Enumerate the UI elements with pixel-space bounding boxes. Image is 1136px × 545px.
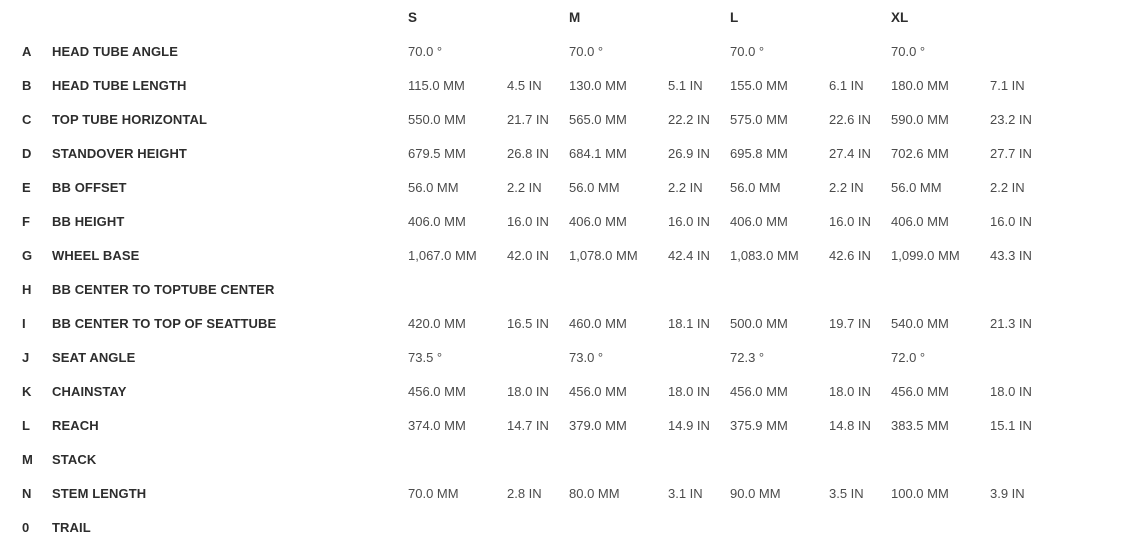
row-name: BB CENTER TO TOPTUBE CENTER	[52, 281, 275, 297]
value-in: 16.0 IN	[990, 213, 1032, 229]
row-letter: I	[22, 315, 26, 331]
size-header-row	[0, 0, 1136, 34]
value-in: 21.7 IN	[507, 111, 549, 127]
value-in: 2.2 IN	[507, 179, 542, 195]
row-letter: G	[22, 247, 33, 263]
row-letter: N	[22, 485, 32, 501]
table-row	[0, 68, 1136, 102]
value-mm: 115.0 MM	[408, 77, 465, 93]
row-letter: L	[22, 417, 30, 433]
value-mm: 70.0 °	[408, 43, 443, 59]
row-letter: M	[22, 451, 33, 467]
row-name: STEM LENGTH	[52, 485, 147, 501]
value-mm: 155.0 MM	[730, 77, 788, 93]
value-mm: 374.0 MM	[408, 417, 466, 433]
value-in: 2.2 IN	[668, 179, 703, 195]
table-row	[0, 102, 1136, 136]
table-row	[0, 476, 1136, 510]
table-row	[0, 442, 1136, 476]
value-in: 27.7 IN	[990, 145, 1032, 161]
value-mm: 56.0 MM	[891, 179, 942, 195]
value-mm: 540.0 MM	[891, 315, 949, 331]
value-mm: 1,083.0 MM	[730, 247, 799, 263]
value-mm: 420.0 MM	[408, 315, 466, 331]
row-name: HEAD TUBE ANGLE	[52, 43, 178, 59]
table-row	[0, 340, 1136, 374]
value-in: 23.2 IN	[990, 111, 1032, 127]
table-row	[0, 34, 1136, 68]
value-in: 16.0 IN	[829, 213, 871, 229]
row-letter: H	[22, 281, 32, 297]
table-row	[0, 170, 1136, 204]
table-row	[0, 238, 1136, 272]
value-in: 16.0 IN	[668, 213, 710, 229]
table-row	[0, 510, 1136, 544]
value-mm: 375.9 MM	[730, 417, 788, 433]
row-letter: C	[22, 111, 32, 127]
value-in: 26.8 IN	[507, 145, 549, 161]
value-in: 22.6 IN	[829, 111, 871, 127]
row-name: CHAINSTAY	[52, 383, 127, 399]
row-letter: D	[22, 145, 32, 161]
value-mm: 70.0 °	[569, 43, 604, 59]
row-letter: A	[22, 43, 32, 59]
value-mm: 590.0 MM	[891, 111, 949, 127]
value-in: 2.2 IN	[829, 179, 864, 195]
value-in: 16.5 IN	[507, 315, 549, 331]
row-name: BB OFFSET	[52, 179, 127, 195]
value-mm: 70.0 °	[891, 43, 926, 59]
table-row	[0, 408, 1136, 442]
value-in: 42.0 IN	[507, 247, 549, 263]
row-letter: E	[22, 179, 31, 195]
row-name: TRAIL	[52, 519, 91, 535]
size-header-s: S	[408, 9, 418, 25]
value-in: 22.2 IN	[668, 111, 710, 127]
value-mm: 80.0 MM	[569, 485, 620, 501]
value-mm: 456.0 MM	[730, 383, 788, 399]
value-mm: 575.0 MM	[730, 111, 788, 127]
value-mm: 100.0 MM	[891, 485, 949, 501]
value-mm: 1,078.0 MM	[569, 247, 638, 263]
row-name: STANDOVER HEIGHT	[52, 145, 187, 161]
value-mm: 180.0 MM	[891, 77, 949, 93]
value-in: 4.5 IN	[507, 77, 542, 93]
value-mm: 130.0 MM	[569, 77, 627, 93]
size-header-m: M	[569, 9, 581, 25]
value-in: 27.4 IN	[829, 145, 871, 161]
row-name: STACK	[52, 451, 97, 467]
row-letter: J	[22, 349, 30, 365]
value-in: 5.1 IN	[668, 77, 703, 93]
value-mm: 684.1 MM	[569, 145, 627, 161]
value-in: 15.1 IN	[990, 417, 1032, 433]
row-letter: K	[22, 383, 32, 399]
value-mm: 90.0 MM	[730, 485, 781, 501]
row-name: BB CENTER TO TOP OF SEATTUBE	[52, 315, 277, 331]
value-mm: 550.0 MM	[408, 111, 466, 127]
value-mm: 406.0 MM	[891, 213, 949, 229]
row-name: REACH	[52, 417, 99, 433]
value-mm: 406.0 MM	[730, 213, 788, 229]
table-row	[0, 374, 1136, 408]
table-row	[0, 204, 1136, 238]
value-in: 3.1 IN	[668, 485, 703, 501]
value-in: 18.0 IN	[668, 383, 710, 399]
value-mm: 456.0 MM	[408, 383, 466, 399]
value-in: 14.9 IN	[668, 417, 710, 433]
value-mm: 1,067.0 MM	[408, 247, 477, 263]
value-mm: 456.0 MM	[569, 383, 627, 399]
value-mm: 56.0 MM	[408, 179, 459, 195]
value-mm: 500.0 MM	[730, 315, 788, 331]
value-mm: 1,099.0 MM	[891, 247, 960, 263]
value-in: 2.8 IN	[507, 485, 542, 501]
size-header-xl: XL	[891, 9, 909, 25]
value-in: 7.1 IN	[990, 77, 1025, 93]
value-in: 19.7 IN	[829, 315, 871, 331]
row-letter: F	[22, 213, 30, 229]
value-in: 18.0 IN	[829, 383, 871, 399]
value-in: 14.7 IN	[507, 417, 549, 433]
value-mm: 383.5 MM	[891, 417, 949, 433]
row-letter: 0	[22, 519, 30, 535]
value-in: 43.3 IN	[990, 247, 1032, 263]
value-in: 26.9 IN	[668, 145, 710, 161]
row-name: WHEEL BASE	[52, 247, 140, 263]
table-row	[0, 306, 1136, 340]
value-mm: 406.0 MM	[408, 213, 466, 229]
value-mm: 460.0 MM	[569, 315, 627, 331]
table-row	[0, 272, 1136, 306]
geometry-rows	[0, 34, 1136, 544]
row-letter: B	[22, 77, 32, 93]
table-row	[0, 136, 1136, 170]
value-in: 18.0 IN	[990, 383, 1032, 399]
value-mm: 379.0 MM	[569, 417, 627, 433]
value-in: 42.4 IN	[668, 247, 710, 263]
value-mm: 70.0 °	[730, 43, 765, 59]
value-mm: 56.0 MM	[730, 179, 781, 195]
value-mm: 456.0 MM	[891, 383, 949, 399]
value-in: 3.5 IN	[829, 485, 864, 501]
value-mm: 72.0 °	[891, 349, 926, 365]
value-in: 42.6 IN	[829, 247, 871, 263]
value-mm: 565.0 MM	[569, 111, 627, 127]
value-in: 18.1 IN	[668, 315, 710, 331]
value-in: 2.2 IN	[990, 179, 1025, 195]
value-in: 14.8 IN	[829, 417, 871, 433]
value-mm: 695.8 MM	[730, 145, 788, 161]
value-in: 18.0 IN	[507, 383, 549, 399]
value-mm: 56.0 MM	[569, 179, 620, 195]
value-in: 21.3 IN	[990, 315, 1032, 331]
value-mm: 73.5 °	[408, 349, 443, 365]
row-name: TOP TUBE HORIZONTAL	[52, 111, 208, 127]
value-mm: 72.3 °	[730, 349, 765, 365]
value-mm: 406.0 MM	[569, 213, 627, 229]
value-mm: 70.0 MM	[408, 485, 459, 501]
row-name: BB HEIGHT	[52, 213, 125, 229]
value-in: 6.1 IN	[829, 77, 864, 93]
row-name: SEAT ANGLE	[52, 349, 136, 365]
value-mm: 679.5 MM	[408, 145, 466, 161]
row-name: HEAD TUBE LENGTH	[52, 77, 187, 93]
value-mm: 73.0 °	[569, 349, 604, 365]
value-in: 16.0 IN	[507, 213, 549, 229]
value-mm: 702.6 MM	[891, 145, 949, 161]
value-in: 3.9 IN	[990, 485, 1025, 501]
size-header-l: L	[730, 9, 739, 25]
